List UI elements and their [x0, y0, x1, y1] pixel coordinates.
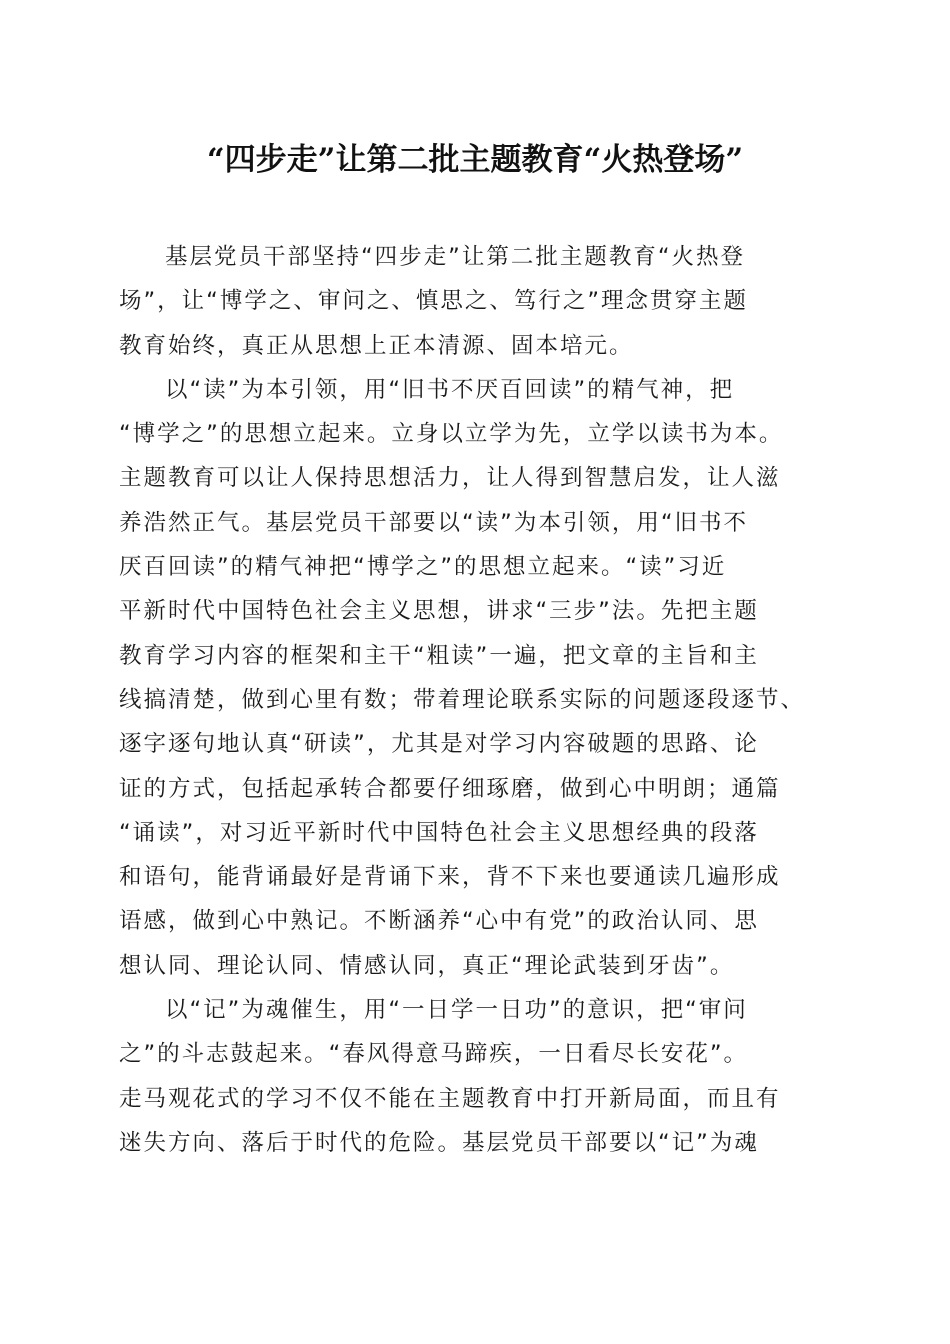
- text-line: 和语句，能背诵最好是背诵下来，背不下来也要通读几遍形成: [119, 864, 781, 891]
- paragraph-2: [119, 368, 831, 988]
- text-line: “诵读”，对习近平新时代中国特色社会主义思想经典的段落: [119, 819, 759, 846]
- text-line: 平新时代中国特色社会主义思想，讲求“三步”法。先把主题: [119, 598, 759, 625]
- text-line: “博学之”的思想立起来。立身以立学为先，立学以读书为本。: [119, 421, 784, 448]
- text-line: 线搞清楚，做到心里有数；带着理论联系实际的问题逐段逐节、: [119, 686, 806, 713]
- text-line: 教育学习内容的框架和主干“粗读”一遍，把文章的主旨和主: [119, 642, 759, 669]
- text-line: 逐字逐句地认真“研读”，尤其是对学习内容破题的思路、论: [119, 731, 759, 758]
- text-line: 厌百回读”的精气神把“博学之”的思想立起来。“读”习近: [119, 554, 727, 581]
- document-body: [119, 235, 831, 1165]
- text-line: 以“读”为本引领，用“旧书不厌百回读”的精气神，把: [165, 376, 735, 403]
- text-line: 主题教育可以让人保持思想活力，让人得到智慧启发，让人滋: [119, 465, 781, 492]
- text-line: 证的方式，包括起承转合都要仔细琢磨，做到心中明朗；通篇: [119, 775, 781, 802]
- paragraph-3: [119, 988, 831, 1165]
- text-line: 想认同、理论认同、情感认同，真正“理论武装到牙齿”。: [119, 952, 735, 979]
- text-line: 以“记”为魂催生，用“一日学一日功”的意识，把“审问: [165, 997, 748, 1024]
- text-line: 迷失方向、落后于时代的危险。基层党员干部要以“记”为魂: [119, 1129, 759, 1156]
- text-line: 基层党员干部坚持“四步走”让第二批主题教育“火热登: [165, 244, 745, 270]
- text-line: 之”的斗志鼓起来。“春风得意马蹄疾，一日看尽长安花”。: [119, 1041, 748, 1068]
- document-title: “四步走”让第二批主题教育“火热登场”: [206, 142, 744, 178]
- text-line: 教育始终，真正从思想上正本清源、固本培元。: [119, 332, 634, 359]
- text-line: 语感，做到心中熟记。不断涵养“心中有党”的政治认同、思: [119, 908, 759, 935]
- text-line: 场”，让“博学之、审问之、慎思之、笃行之”理念贯穿主题: [119, 288, 748, 315]
- paragraph-1: [119, 235, 831, 368]
- text-line: 走马观花式的学习不仅不能在主题教育中打开新局面，而且有: [119, 1085, 781, 1112]
- text-line: 养浩然正气。基层党员干部要以“读”为本引领，用“旧书不: [119, 509, 748, 536]
